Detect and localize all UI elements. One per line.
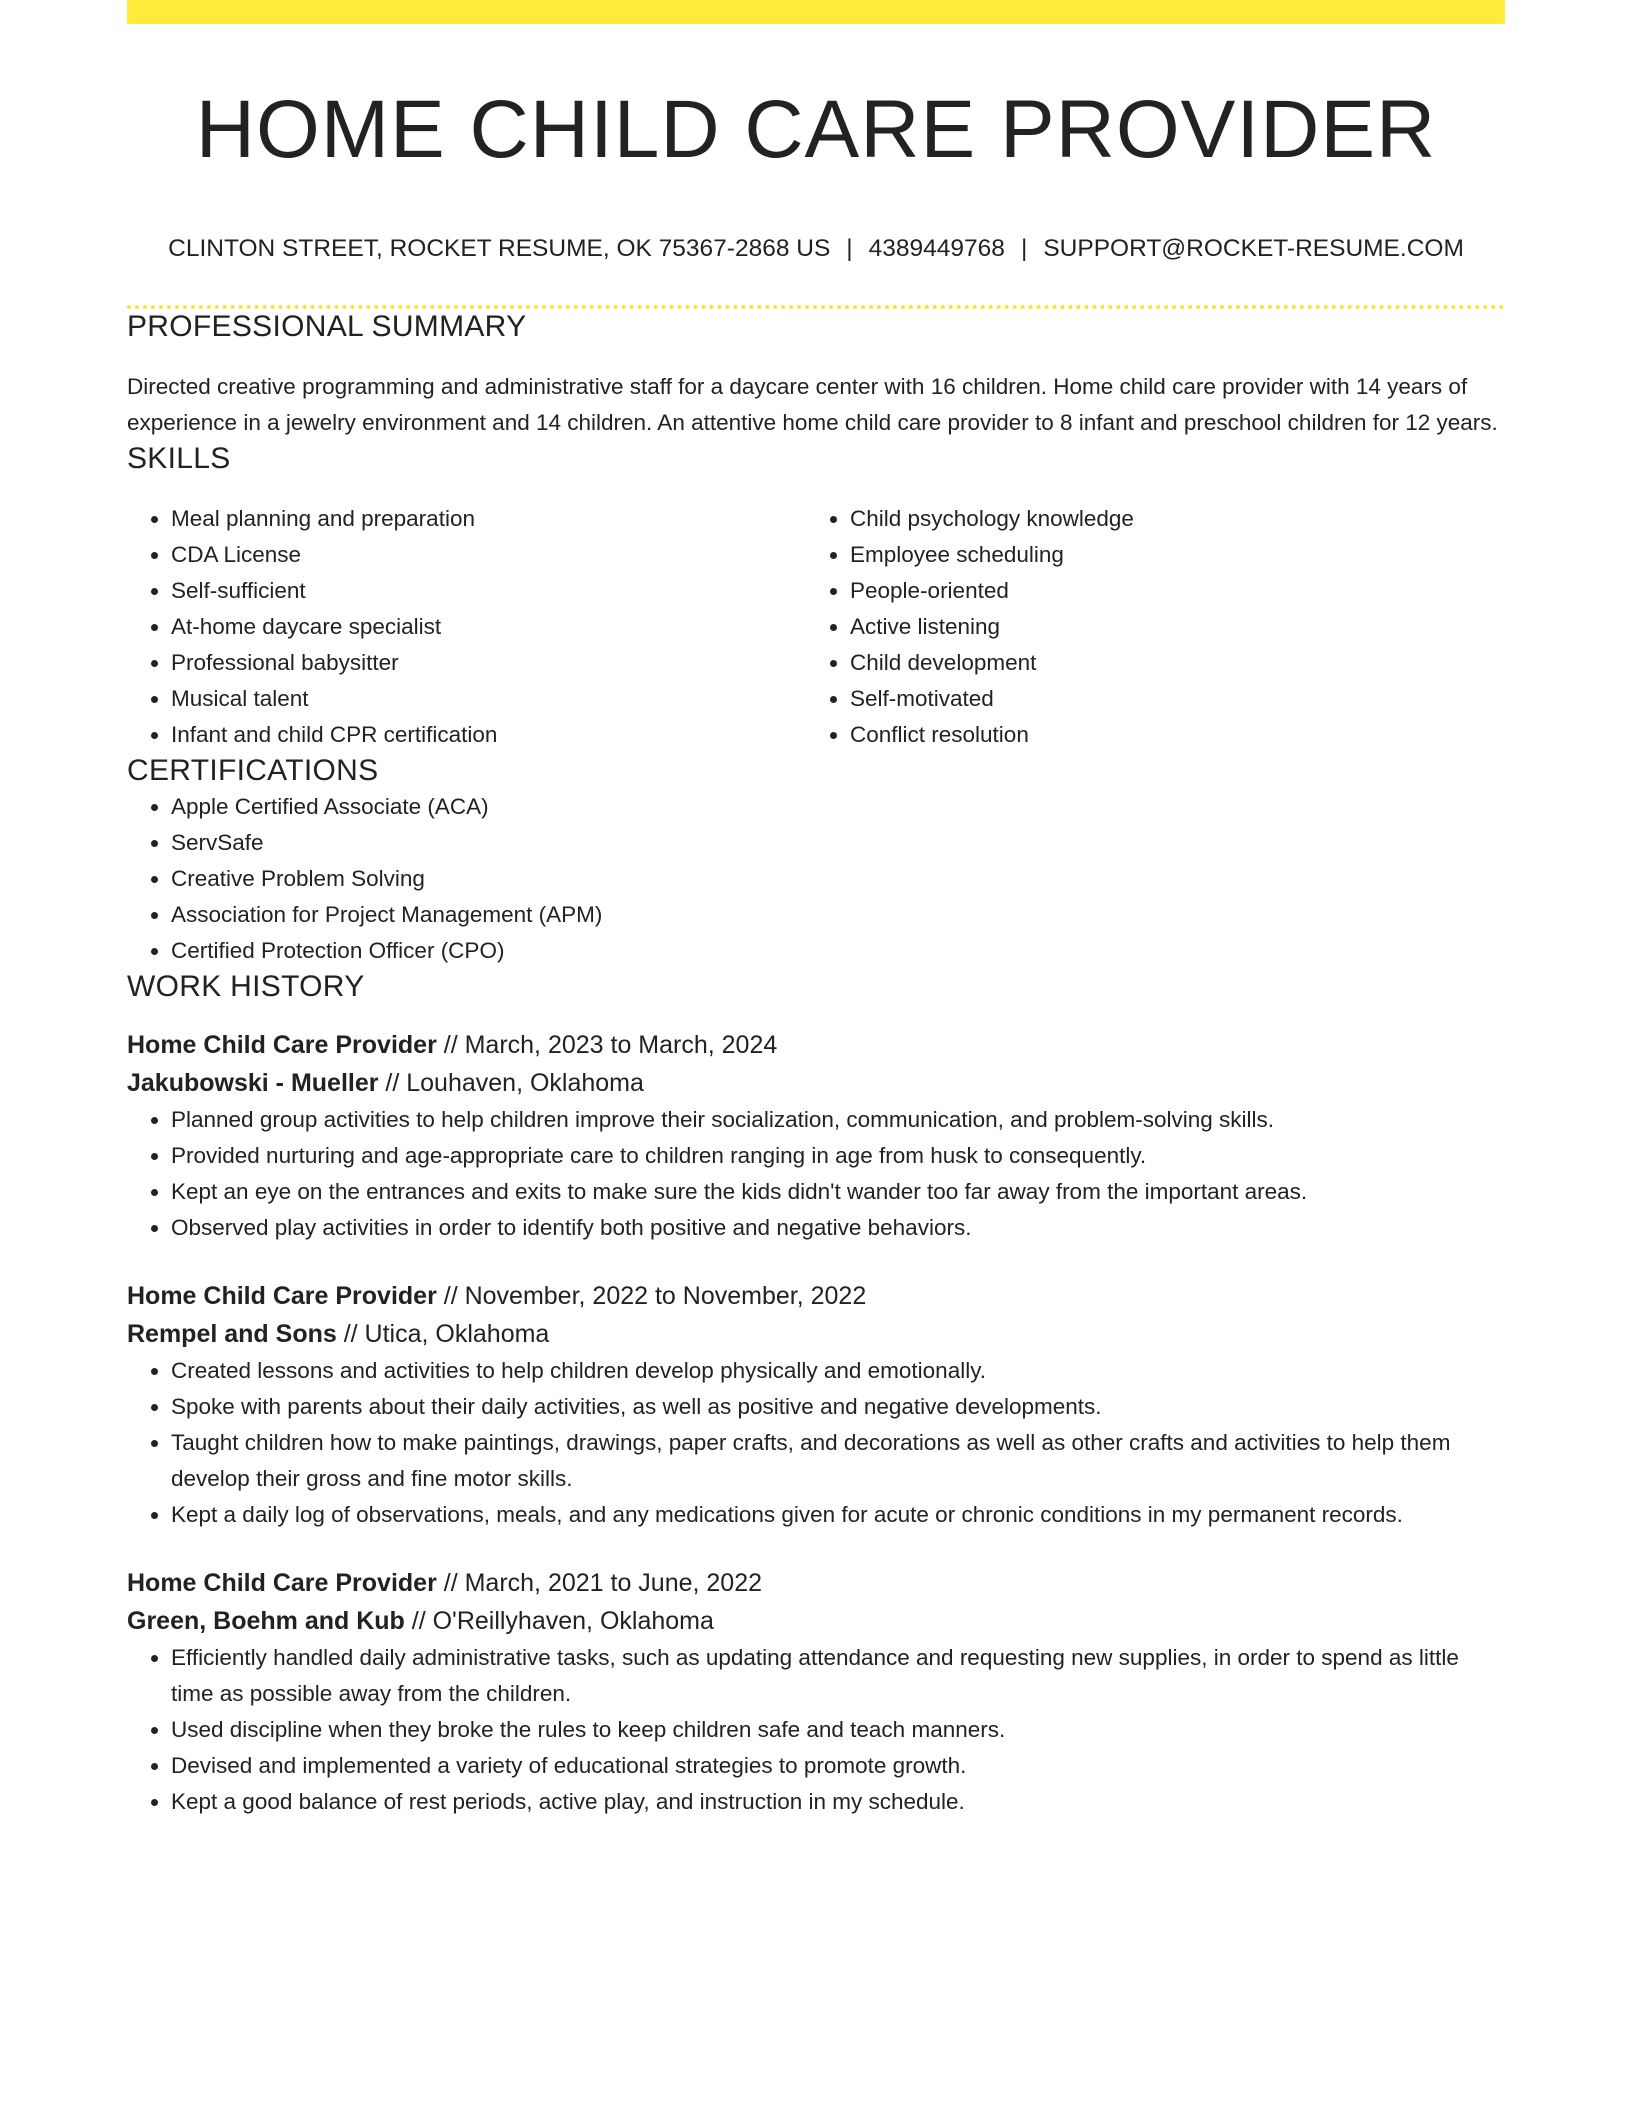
job-task: • Kept an eye on the entrances and exits to make sure the kids didn't wander too far away from the important areas. [171, 1174, 1505, 1210]
skill-item: • CDA License [171, 537, 806, 573]
job-title-line [127, 1026, 1505, 1064]
job-dates: // March, 2023 to March, 2024 [436, 1031, 778, 1059]
job-role: Home Child Care Provider [127, 1031, 437, 1059]
contact-phone: 4389449768 [868, 235, 1005, 262]
job-company: Rempel and Sons [127, 1320, 337, 1348]
job-task: • Taught children how to make paintings, drawings, paper crafts, and decorations as well as other crafts and activities to help them develop their gross and fine motor skills. [171, 1425, 1505, 1497]
skills-column-left [127, 501, 806, 753]
skills-columns [127, 501, 1505, 753]
summary-text: Directed creative programming and administrative staff for a daycare center with 16 children. Home child care provider with 14 years of experience in a jewelry environment and 14 children. An attentive home child care provider to 8 infant and preschool children for 12 years. [127, 374, 1498, 435]
contact-email: SUPPORT@ROCKET-RESUME.COM [1043, 235, 1464, 262]
skill-item: • Child psychology knowledge [850, 501, 1485, 537]
certification-item: • Creative Problem Solving [171, 861, 1505, 897]
job-task: • Planned group activities to help children improve their socialization, communication, and problem-solving skills. [171, 1102, 1505, 1138]
job-task: • Spoke with parents about their daily activities, as well as positive and negative developments. [171, 1389, 1505, 1425]
job-dates: // November, 2022 to November, 2022 [436, 1282, 867, 1310]
job-company: Green, Boehm and Kub [127, 1607, 405, 1635]
job-entry [127, 1564, 1505, 1820]
job-location: // Louhaven, Oklahoma [378, 1069, 644, 1097]
skill-item: • Infant and child CPR certification [171, 717, 806, 753]
skill-item: • Meal planning and preparation [171, 501, 806, 537]
job-entry [127, 1026, 1505, 1246]
resume-page [127, 0, 1505, 1820]
skills-heading: SKILLS [127, 442, 231, 475]
job-company: Jakubowski - Mueller [127, 1069, 379, 1097]
job-title-line [127, 1564, 1505, 1602]
job-role: Home Child Care Provider [127, 1282, 437, 1310]
contact-address: CLINTON STREET, ROCKET RESUME, OK 75367-2868 US [168, 235, 831, 262]
contact-line [127, 234, 1505, 264]
skills-list-right [806, 501, 1485, 753]
certification-item: • Apple Certified Associate (ACA) [171, 789, 1505, 825]
skill-item: • Professional babysitter [171, 645, 806, 681]
job-task: • Used discipline when they broke the rules to keep children safe and teach manners. [171, 1712, 1505, 1748]
job-entry [127, 1277, 1505, 1533]
skill-item: • Child development [850, 645, 1485, 681]
skill-item: • Self-motivated [850, 681, 1485, 717]
contact-separator: | [846, 235, 853, 262]
job-task-list [127, 1102, 1505, 1246]
skill-item: • Self-sufficient [171, 573, 806, 609]
certification-item: • Association for Project Management (APM) [171, 897, 1505, 933]
skills-list-left [127, 501, 806, 753]
skill-item: • Conflict resolution [850, 717, 1485, 753]
job-title-line [127, 1277, 1505, 1315]
job-task: • Observed play activities in order to identify both positive and negative behaviors. [171, 1210, 1505, 1246]
skill-item: • Employee scheduling [850, 537, 1485, 573]
skill-item: • At-home daycare specialist [171, 609, 806, 645]
summary-heading: PROFESSIONAL SUMMARY [127, 310, 527, 343]
job-location: // Utica, Oklahoma [336, 1320, 550, 1348]
skill-item: • Active listening [850, 609, 1485, 645]
accent-top-bar [127, 0, 1505, 24]
job-task: • Efficiently handled daily administrative tasks, such as updating attendance and requesting new supplies, in order to spend as little time as possible away from the children. [171, 1640, 1505, 1712]
skills-column-right [806, 501, 1485, 753]
job-company-line [127, 1064, 1505, 1102]
skill-item: • People-oriented [850, 573, 1485, 609]
certifications-heading: CERTIFICATIONS [127, 754, 379, 787]
contact-separator: | [1020, 235, 1028, 262]
job-task: • Created lessons and activities to help children develop physically and emotionally. [171, 1353, 1505, 1389]
job-location: // O'Reillyhaven, Oklahoma [404, 1607, 714, 1635]
job-task-list [127, 1640, 1505, 1820]
certification-item: • ServSafe [171, 825, 1505, 861]
skill-item: • Musical talent [171, 681, 806, 717]
certification-item: • Certified Protection Officer (CPO) [171, 933, 1505, 969]
certifications-list [127, 789, 1505, 969]
job-task-list [127, 1353, 1505, 1533]
work-history-heading: WORK HISTORY [127, 970, 365, 1003]
job-dates: // March, 2021 to June, 2022 [436, 1569, 763, 1597]
job-task: • Kept a daily log of observations, meals, and any medications given for acute or chronic conditions in my permanent records. [171, 1497, 1505, 1533]
resume-name: HOME CHILD CARE PROVIDER [195, 84, 1437, 175]
job-company-line [127, 1602, 1505, 1640]
job-company-line [127, 1315, 1505, 1353]
job-role: Home Child Care Provider [127, 1569, 437, 1597]
job-task: • Provided nurturing and age-appropriate care to children ranging in age from husk to consequently. [171, 1138, 1505, 1174]
job-task: • Devised and implemented a variety of educational strategies to promote growth. [171, 1748, 1505, 1784]
job-task: • Kept a good balance of rest periods, active play, and instruction in my schedule. [171, 1784, 1505, 1820]
